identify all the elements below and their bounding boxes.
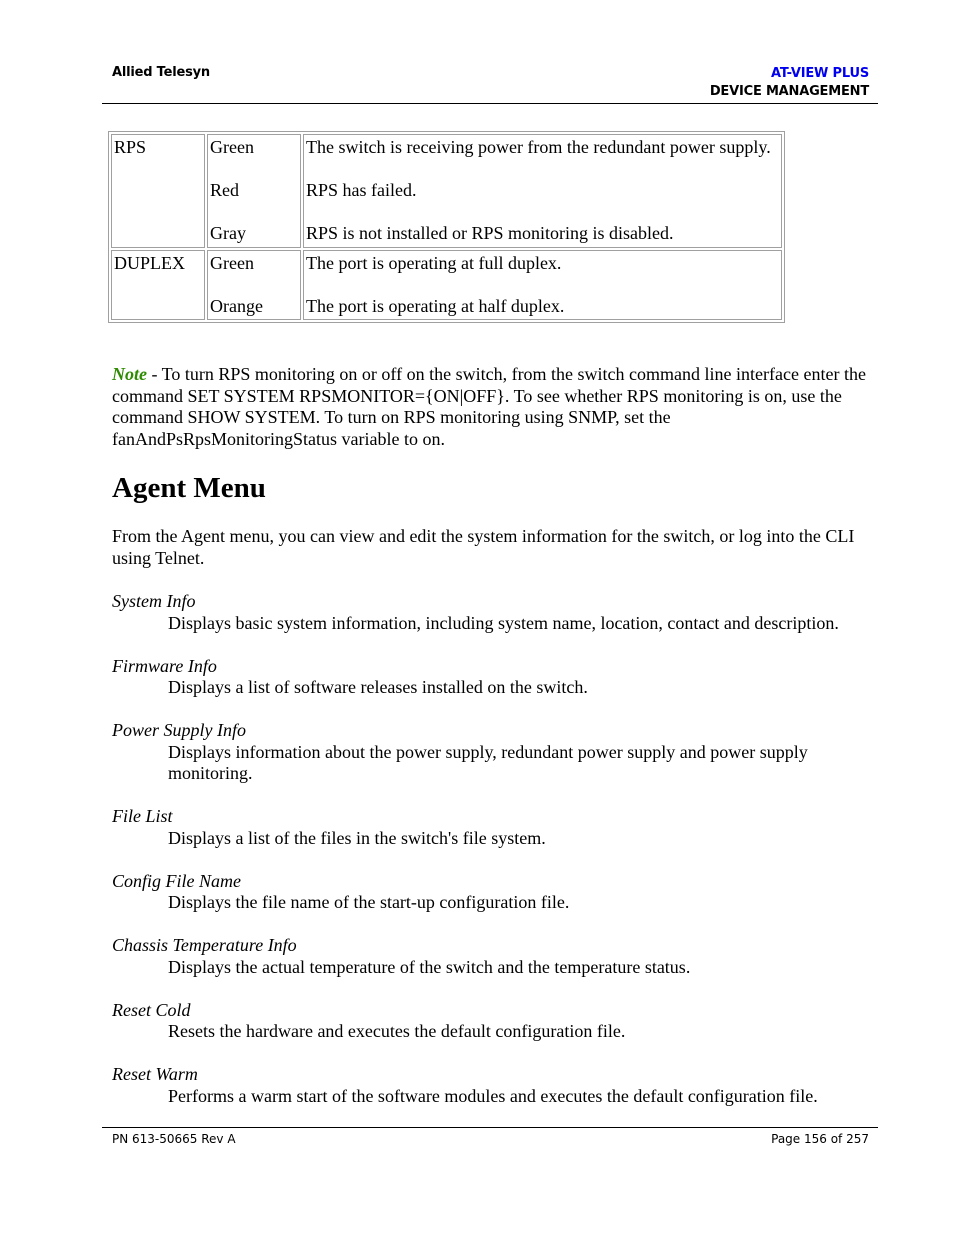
led-descriptions — [303, 250, 782, 321]
led-name: RPS — [111, 134, 205, 248]
menu-item-desc: Displays basic system information, including system name, location, contact and description. — [168, 612, 839, 633]
menu-item-desc: Displays a list of software releases installed on the switch. — [168, 677, 588, 697]
table-row — [111, 250, 782, 321]
menu-item-term: Firmware Info — [112, 655, 217, 676]
header-company: Allied Telesyn — [112, 65, 210, 80]
menu-item-desc: Displays a list of the files in the switch's file system. — [168, 827, 546, 848]
led-description: RPS has failed. — [306, 180, 417, 200]
menu-item-term: Reset Cold — [112, 999, 191, 1020]
footer-page-number: Page 156 of 257 — [771, 1132, 869, 1146]
footer-rule — [102, 1127, 878, 1128]
header-section: DEVICE MANAGEMENT — [709, 84, 869, 99]
note-paragraph — [112, 364, 872, 450]
led-description: RPS is not installed or RPS monitoring is disabled. — [306, 223, 674, 243]
menu-item-term: Chassis Temperature Info — [112, 935, 297, 955]
menu-item-term: File List — [112, 806, 173, 826]
led-color: Orange — [210, 295, 263, 316]
led-color: Gray — [210, 223, 246, 243]
header-right — [710, 65, 869, 101]
header-rule — [102, 103, 878, 104]
menu-item-desc: Displays the actual temperature of the switch and the temperature status. — [168, 956, 691, 977]
note-label: Note — [112, 364, 147, 384]
section-intro: From the Agent menu, you can view and edit the system information for the switch, or log into the CLI using Telnet. — [112, 526, 855, 568]
note-text: - To turn RPS monitoring on or off on the switch, from the switch command line interface enter the command SET SYSTEM RPSMONITOR={ON|OFF}. To see whether RPS monitoring is on, use the command SHOW SYSTEM. To turn on RPS monitoring using SNMP, set the fanAndPsRpsMonitoringStatus variable to on. — [112, 364, 866, 449]
led-name: DUPLEX — [111, 250, 205, 321]
menu-item-desc: Resets the hardware and executes the default configuration file. — [168, 1021, 626, 1041]
header-product: AT-VIEW PLUS — [771, 66, 869, 81]
led-description: The switch is receiving power from the redundant power supply. — [306, 137, 771, 157]
menu-item-term: System Info — [112, 591, 196, 611]
table-row — [111, 134, 782, 248]
led-color: Green — [210, 137, 254, 157]
menu-item-desc: Displays information about the power supply, redundant power supply and power supply monitoring. — [168, 741, 808, 783]
led-description: The port is operating at half duplex. — [306, 295, 565, 316]
led-descriptions — [303, 134, 782, 248]
menu-item-term: Reset Warm — [112, 1064, 198, 1084]
menu-item-term: Config File Name — [112, 870, 241, 891]
menu-item-desc: Performs a warm start of the software modules and executes the default configuration file. — [168, 1085, 818, 1106]
footer-part-number: PN 613-50665 Rev A — [112, 1132, 236, 1146]
agent-menu-list — [112, 591, 882, 1129]
menu-item-desc: Displays the file name of the start-up configuration file. — [168, 892, 570, 912]
menu-item-term: Power Supply Info — [112, 720, 246, 740]
led-color: Red — [210, 180, 239, 200]
led-table — [108, 131, 785, 323]
led-colors — [207, 134, 301, 248]
led-description: The port is operating at full duplex. — [306, 252, 562, 273]
led-color: Green — [210, 252, 254, 273]
section-title: Agent Menu — [112, 472, 266, 504]
led-colors — [207, 250, 301, 321]
